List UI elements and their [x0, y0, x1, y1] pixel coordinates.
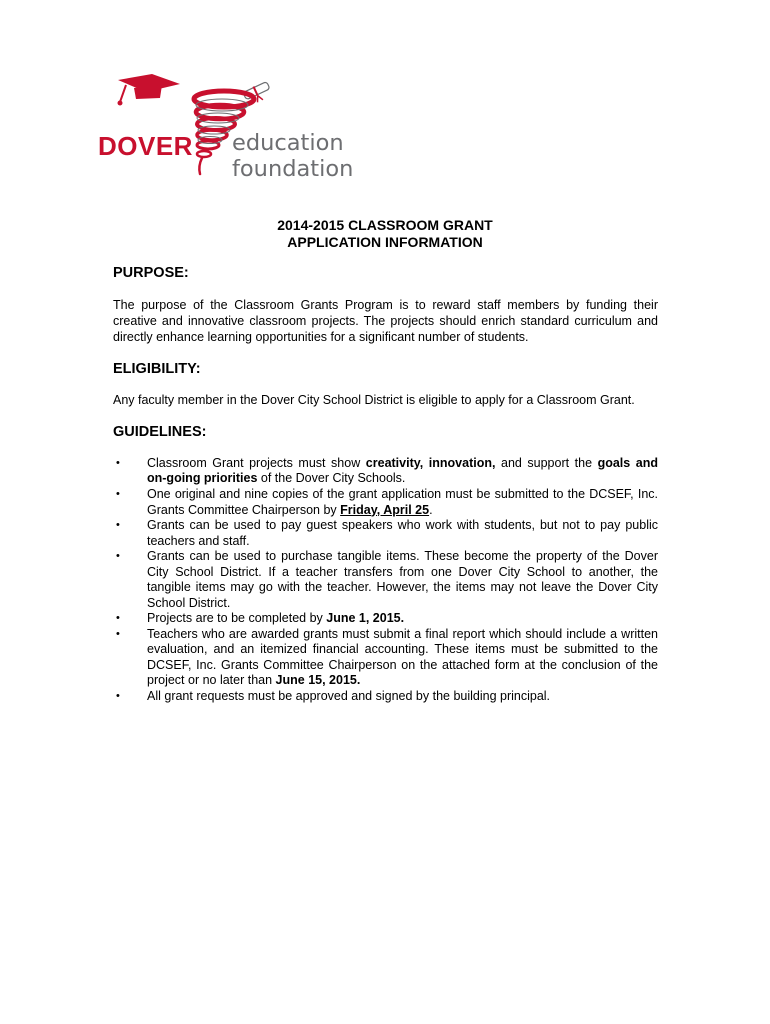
- guideline-emphasis: creativity, innovation,: [365, 456, 496, 470]
- guideline-item: [113, 689, 658, 704]
- guideline-item: [113, 549, 658, 611]
- guideline-text: Grants can be used to purchase tangible items. These become the property of the Dover City School District. If a teacher transfers from one Dover City School to another, the tangible items may go with the teacher. However, the items may not leave the Dover City School District.: [147, 549, 658, 610]
- guideline-item: [113, 611, 658, 626]
- bullet-icon: •: [116, 488, 120, 501]
- bullet-icon: •: [116, 457, 120, 469]
- guideline-item: [113, 627, 658, 689]
- guideline-item: [113, 487, 658, 518]
- guideline-text: All grant requests must be approved and signed by the building principal.: [147, 688, 551, 703]
- bullet-icon: •: [116, 519, 120, 532]
- guideline-text: .: [429, 502, 433, 517]
- logo-foundation-wordmark: education foundation: [232, 130, 354, 182]
- report-date: June 15, 2015.: [275, 673, 361, 688]
- eligibility-heading: ELIGIBILITY:: [113, 361, 201, 377]
- guideline-text: One original and nine copies of the grant application must be submitted to the DCSEF, Inc. Grants Committee Chairperson by: [147, 487, 658, 517]
- bullet-icon: •: [116, 689, 120, 702]
- purpose-heading: PURPOSE:: [113, 265, 189, 281]
- bullet-icon: •: [116, 627, 120, 640]
- guidelines-list: [113, 456, 658, 705]
- guideline-text: Classroom Grant projects must show: [147, 456, 366, 470]
- foundation-logo: [96, 72, 456, 182]
- guideline-text: Grants can be used to pay guest speakers who work with students, but not to pay public teachers and staff.: [147, 518, 658, 548]
- purpose-text: The purpose of the Classroom Grants Program is to reward staff members by funding their creative and innovative classroom projects. The projects should enrich standard curriculum and directly enhance learning opportunities for a significant number of students.: [113, 298, 658, 344]
- logo-dover-wordmark: DOVER: [98, 131, 193, 161]
- guideline-text: of the Dover City Schools.: [257, 471, 406, 486]
- guideline-text: Projects are to be completed by: [147, 611, 327, 626]
- guideline-text: and support the: [495, 456, 598, 470]
- deadline-date: Friday, April 25: [340, 502, 430, 517]
- guideline-item: [113, 456, 658, 487]
- eligibility-text: Any faculty member in the Dover City School District is eligible to apply for a Classroom Grant.: [113, 393, 635, 407]
- guidelines-heading: GUIDELINES:: [113, 424, 207, 440]
- title-line-2: APPLICATION INFORMATION: [287, 234, 483, 250]
- bullet-icon: •: [116, 612, 120, 625]
- guideline-item: [113, 518, 658, 549]
- document-title: [0, 217, 770, 251]
- title-line-1: 2014-2015 CLASSROOM GRANT: [277, 217, 493, 233]
- completion-date: June 1, 2015.: [326, 611, 405, 626]
- guideline-emphasis: goals and on-going priorities: [147, 456, 658, 486]
- bullet-icon: •: [116, 550, 120, 563]
- guideline-text: Teachers who are awarded grants must submit a final report which should include a written evaluation, and an itemized financial accounting. These items must be submitted to the DCSEF, Inc. Grants Committee Chairperson on the attached form at the conclusion of the project or no later than: [147, 626, 658, 688]
